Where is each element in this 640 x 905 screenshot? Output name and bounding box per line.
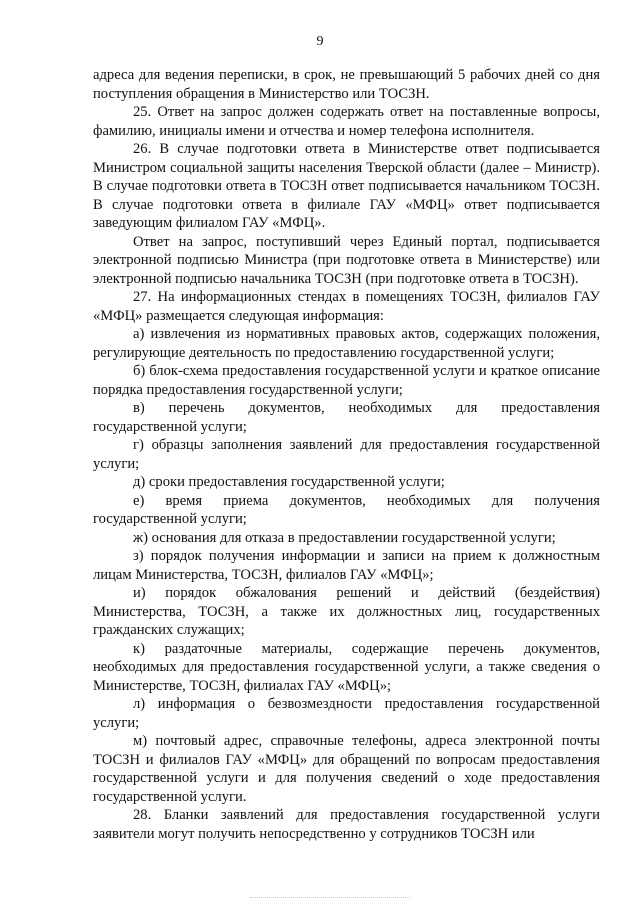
paragraph: а) извлечения из нормативных правовых актов, содержащих положения, регулирующие деятельность по предоставлению государственной услуги; (93, 326, 600, 361)
page-number: 9 (316, 34, 324, 49)
scan-edge-mark (250, 897, 410, 899)
paragraph: адреса для ведения переписки, в срок, не превышающий 5 рабочих дней со дня поступления обращения в Министерство или ТОСЗН. (93, 67, 600, 102)
paragraph: 27. На информационных стендах в помещениях ТОСЗН, филиалов ГАУ «МФЦ» размещается следующая информация: (93, 289, 600, 324)
paragraph: б) блок-схема предоставления государственной услуги и краткое описание порядка предоставления государственной услуги; (93, 363, 600, 398)
paragraph: м) почтовый адрес, справочные телефоны, адреса электронной почты ТОСЗН и филиалов ГАУ «МФЦ» для обращений по вопросам предоставления государственной услуги и для получения сведений о ходе предоставления государственной услуги. (93, 733, 600, 805)
paragraph: 26. В случае подготовки ответа в Министерстве ответ подписывается Министром социальной защиты населения Тверской области (далее – Министр). В случае подготовки ответа в ТОСЗН ответ подписывается начальником ТОСЗН. В случае подготовки ответа в филиале ГАУ «МФЦ» ответ подписывается заведующим филиалом ГАУ «МФЦ». (93, 141, 600, 231)
paragraph: и) порядок обжалования решений и действий (бездействия) Министерства, ТОСЗН, а также их должностных лиц, государственных гражданских служащих; (93, 585, 600, 638)
document-body (93, 66, 600, 843)
paragraph: 28. Бланки заявлений для предоставления государственной услуги заявители могут получить непосредственно у сотрудников ТОСЗН или (93, 807, 600, 842)
paragraph: е) время приема документов, необходимых для получения государственной услуги; (93, 492, 600, 527)
paragraph: ж) основания для отказа в предоставлении государственной услуги; (133, 529, 556, 546)
paragraph: 25. Ответ на запрос должен содержать ответ на поставленные вопросы, фамилию, инициалы имени и отчества и номер телефона исполнителя. (93, 104, 600, 139)
paragraph: Ответ на запрос, поступивший через Единый портал, подписывается электронной подписью Министра (при подготовке ответа в Министерстве) или электронной подписью начальника ТОСЗН (при подготовке ответа в ТОСЗН). (93, 233, 600, 287)
paragraph: з) порядок получения информации и записи на прием к должностным лицам Министерства, ТОСЗН, филиалов ГАУ «МФЦ»; (93, 548, 600, 583)
paragraph: д) сроки предоставления государственной услуги; (133, 474, 445, 490)
paragraph: к) раздаточные материалы, содержащие перечень документов, необходимых для предоставления государственной услуги, а также сведения о Министерстве, ТОСЗН, филиалах ГАУ «МФЦ»; (93, 640, 600, 694)
paragraph: л) информация о безвозмездности предоставления государственной услуги; (93, 696, 600, 731)
paragraph: в) перечень документов, необходимых для предоставления государственной услуги; (93, 400, 600, 435)
paragraph: г) образцы заполнения заявлений для предоставления государственной услуги; (93, 437, 600, 472)
